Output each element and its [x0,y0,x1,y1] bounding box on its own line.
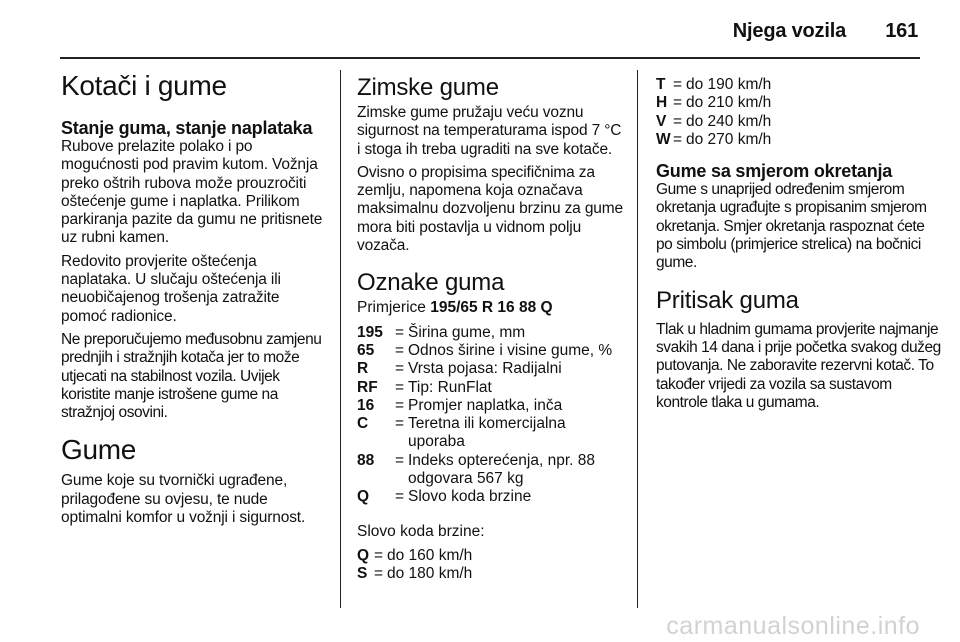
definition-row: R = Vrsta pojasa: Radijalni [357,360,627,378]
speed-key: H [656,94,668,112]
definition-row: Q = Slovo koda brzine [357,488,627,506]
definition-row: 88 = Indeks opterećenja, npr. 88 odgovara 567 kg [357,452,627,489]
page-number: 161 [885,20,918,42]
speed-value: do 190 km/h [686,76,772,93]
speed-value: do 180 km/h [387,565,473,583]
section-title: Kotači i gume [61,70,227,101]
example-line [357,299,627,317]
speed-value: do 240 km/h [686,112,772,130]
speed-row: V = do 240 km/h [656,113,944,131]
speed-row: S = do 180 km/h [357,565,627,583]
paragraph: Rubove prelazite polako i po mogućnosti pod pravim kutom. Vožnja preko oštrih rubova može prouzročiti oštećenje gume i naplatka. Prilikom parkiranja pazite da gumu ne pritisnete uz rubni kamen. [61,138,323,247]
speed-code-list [357,547,627,584]
speed-key: V [656,112,667,130]
paragraph: Tlak u hladnim gumama provjerite najmanje svakih 14 dana i prije početka svakog dužeg putovanja. Ne zaboravite rezervni kotač. To također vrijedi za vozila sa sustavom kontrole tlaka u gumama. [656,320,941,411]
speed-code-list-continued [656,76,944,149]
definition-value: Vrsta pojasa: Radijalni [408,360,562,378]
definition-key: 65 [357,341,375,359]
speed-key: Q [357,546,370,564]
header-rule [60,57,920,59]
tyre-code-list [357,324,627,507]
column-3 [656,70,944,417]
definition-value: Indeks opterećenja, npr. 88 odgovara 567 kg [408,451,595,488]
subheading-tyres: Gume [61,434,137,466]
paragraph: Gume s unaprijed određenim smjerom okretanja ugrađujte s propisanim smjerom okretanja. Smjer okretanja raspoznat ćete po simbolu (primjerice strelica) na bočnici gume. [656,181,927,272]
example-code: 195/65 R 16 88 Q [430,299,553,317]
speed-row: H = do 210 km/h [656,94,944,112]
definition-key: RF [357,378,378,396]
speed-value: do 160 km/h [387,546,473,564]
example-prefix: Primjerice [357,299,426,317]
paragraph: Gume koje su tvornički ugrađene, prilagođene su ovjesu, te nude optimalni komfor u vožnji i sigurnost. [61,472,306,527]
speed-value: do 210 km/h [686,94,772,112]
definition-row: 65 = Odnos širine i visine gume, % [357,342,627,360]
subheading-tyre-condition: Stanje guma, stanje naplataka [61,118,313,138]
paragraph: Ne preporučujemo međusobnu zamjenu prednjih i stražnjih kotača jer to može utjecati na stabilnost vozila. Uvijek koristite manje istrošene gume na stražnjoj osovini. [61,330,322,422]
watermark: carmanualsonline.info [666,612,920,640]
subheading-tyre-pressure: Pritisak guma [656,286,799,314]
column-2 [357,70,627,592]
definition-key: R [357,360,369,378]
definition-key: 88 [357,451,375,469]
speed-key: T [656,76,666,93]
definition-value: Teretna ili komercijalna uporaba [408,415,566,451]
definition-value: Slovo koda brzine [408,488,532,506]
column-divider-2 [637,70,638,608]
definition-row: C = Teretna ili komercijalna uporaba [357,415,627,452]
definition-value: Širina gume, mm [408,323,526,341]
definition-key: Q [357,488,370,506]
speed-key: W [656,130,671,148]
speed-code-intro: Slovo koda brzine: [357,522,485,540]
page-header [60,14,920,50]
speed-row: Q = do 160 km/h [357,547,627,565]
definition-row: 16 = Promjer naplatka, inča [357,397,627,415]
subheading-rotation-direction: Gume sa smjerom okretanja [656,161,893,182]
header-title: Njega vozila [732,20,846,42]
subheading-winter-tyres: Zimske gume [357,74,499,101]
definition-row: RF = Tip: RunFlat [357,379,627,397]
paragraph: Ovisno o propisima specifičnima za zemlju, napomena koja označava maksimalnu dozvoljenu brzinu za gume mora biti postavlja u vidnom polju vozača. [357,163,623,255]
speed-row: T = do 190 km/h [656,76,944,94]
definition-key: C [357,415,369,433]
paragraph: Zimske gume pružaju veću voznu sigurnost na temperaturama ispod 7 °C i stoga ih treba ugraditi na sve kotače. [357,104,622,158]
definition-key: 16 [357,396,375,414]
paragraph: Redovito provjerite oštećenja naplataka. U slučaju oštećenja ili neuobičajenog trošenja zatražite pomoć radionice. [61,252,281,325]
definition-key: 195 [357,323,383,341]
subheading-tyre-marks: Oznake guma [357,269,505,297]
speed-key: S [357,565,368,583]
speed-row: W = do 270 km/h [656,131,944,149]
speed-value: do 270 km/h [686,130,772,148]
column-1 [61,70,329,532]
definition-value: Odnos širine i visine gume, % [408,341,613,359]
definition-row: 195 = Širina gume, mm [357,324,627,342]
column-divider-1 [340,70,341,608]
definition-value: Tip: RunFlat [408,378,492,396]
definition-value: Promjer naplatka, inča [408,396,563,414]
